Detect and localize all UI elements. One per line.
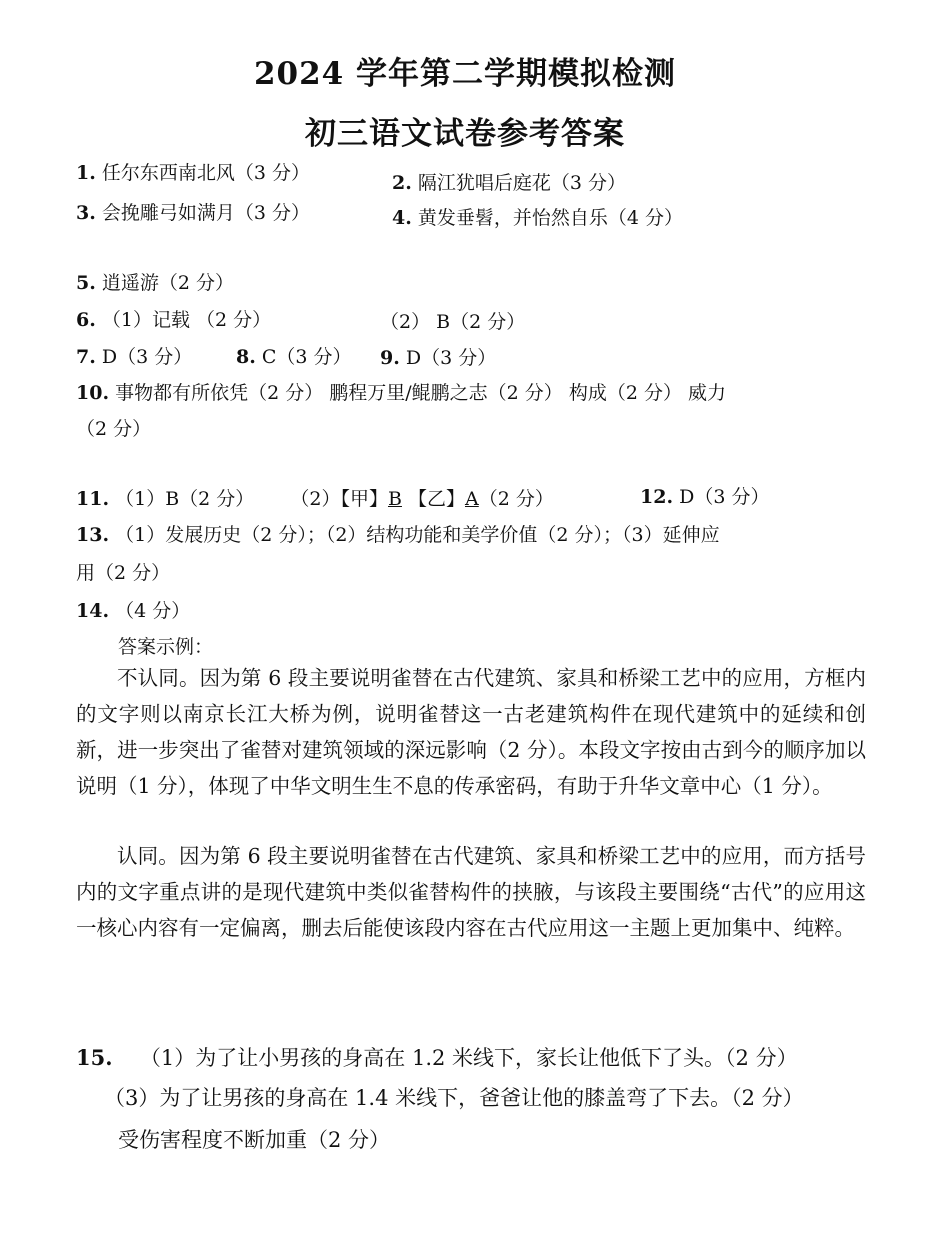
paragraph-text: 认同。因为第 6 段主要说明雀替在古代建筑、家具和桥梁工艺中的应用，而方括号内的文字重点讲的是现代建筑中类似雀替构件的挟腋，与该段主要围绕“古代”的应用这一核心内容有一定偏离，删去后能使该段内容在古代应用这一主题上更加集中、纯粹。 [76, 844, 866, 940]
answer-q15-line2: （3）为了让男孩的身高在 1.4 米线下，爸爸让他的膝盖弯了下去。（2 分） [104, 1086, 804, 1110]
answer-text: 会挽雕弓如满月（3 分） [101, 202, 311, 224]
answer-q9 [380, 343, 496, 370]
answer-score: （4 分） [115, 600, 191, 622]
answer-text: D（3 分） [679, 486, 770, 508]
answer-q10 [76, 378, 726, 405]
answer-text: C（3 分） [261, 346, 352, 368]
question-number: 8. [236, 346, 256, 368]
answer-text-part2-score: （2 分） [478, 488, 554, 510]
answer-text: 逍遥游（2 分） [101, 272, 235, 294]
answer-jia: B [387, 488, 402, 510]
answer-text: D（3 分） [405, 347, 497, 369]
answer-text: 黄发垂髫，并怡然自乐（4 分） [417, 207, 684, 229]
answer-q14-paragraph-1 [76, 660, 866, 804]
question-number: 14. [76, 600, 110, 622]
answer-text-part2-prefix: （2）【甲】 [290, 488, 388, 510]
page-title: 2024 学年第二学期模拟检测 [253, 56, 677, 92]
answer-text-part1: （1）记载 （2 分） [101, 309, 272, 331]
question-number: 15. [76, 1045, 113, 1070]
question-number: 1. [76, 162, 96, 184]
question-number: 7. [76, 346, 96, 368]
question-number: 2. [392, 172, 412, 194]
answer-q8 [236, 342, 352, 369]
question-number: 10. [76, 382, 110, 404]
answer-q2 [392, 168, 626, 195]
question-number: 3. [76, 202, 96, 224]
answer-q3 [76, 198, 310, 225]
answer-line-1: （1）为了让小男孩的身高在 1.2 米线下，家长让他低下了头。（2 分） [139, 1046, 798, 1070]
answer-q11 [76, 484, 554, 511]
answer-q4 [392, 203, 683, 230]
answer-q15 [76, 1042, 798, 1072]
answer-q10-cont: （2 分） [76, 418, 152, 440]
answer-q14-paragraph-2 [76, 838, 866, 946]
answer-q6-part2: （2） B（2 分） [380, 311, 526, 333]
answer-q15-line3: 受伤害程度不断加重（2 分） [118, 1128, 391, 1152]
question-number: 4. [392, 207, 412, 229]
answer-text: 任尔东西南北风（3 分） [101, 162, 311, 184]
answer-yi: A [465, 488, 479, 510]
page-subtitle: 初三语文试卷参考答案 [305, 116, 625, 152]
answer-q6 [76, 305, 271, 332]
answer-q14 [76, 596, 190, 623]
answer-q7 [76, 342, 192, 369]
answer-text: （1）发展历史（2 分）；（2）结构功能和美学价值（2 分）；（3）延伸应 [115, 524, 720, 546]
answer-text: 事物都有所依凭（2 分） 鹏程万里/鲲鹏之志（2 分） 构成（2 分） 威力 [115, 382, 727, 404]
answer-q13 [76, 520, 720, 547]
answer-q5 [76, 268, 234, 295]
answer-text-part2-mid: 【乙】 [408, 488, 466, 510]
answer-q13-cont: 用（2 分） [76, 562, 171, 584]
answer-q12 [640, 482, 769, 509]
question-number: 12. [640, 486, 674, 508]
example-label: 答案示例： [118, 636, 214, 658]
question-number: 5. [76, 272, 96, 294]
answer-q1 [76, 158, 310, 185]
answer-text: 隔江犹唱后庭花（3 分） [417, 172, 627, 194]
question-number: 9. [380, 347, 400, 369]
answer-text: D（3 分） [101, 346, 193, 368]
answer-text-part1: （1）B（2 分） [115, 488, 255, 510]
question-number: 11. [76, 488, 110, 510]
question-number: 6. [76, 309, 96, 331]
question-number: 13. [76, 524, 110, 546]
paragraph-text: 不认同。因为第 6 段主要说明雀替在古代建筑、家具和桥梁工艺中的应用，方框内的文字则以南京长江大桥为例，说明雀替这一古老建筑构件在现代建筑中的延续和创新，进一步突出了雀替对建筑领域的深远影响（2 分）。本段文字按由古到今的顺序加以说明（1 分），体现了中华文明生生不息的传承密码，有助于升华文章中心（1 分）。 [76, 666, 866, 798]
